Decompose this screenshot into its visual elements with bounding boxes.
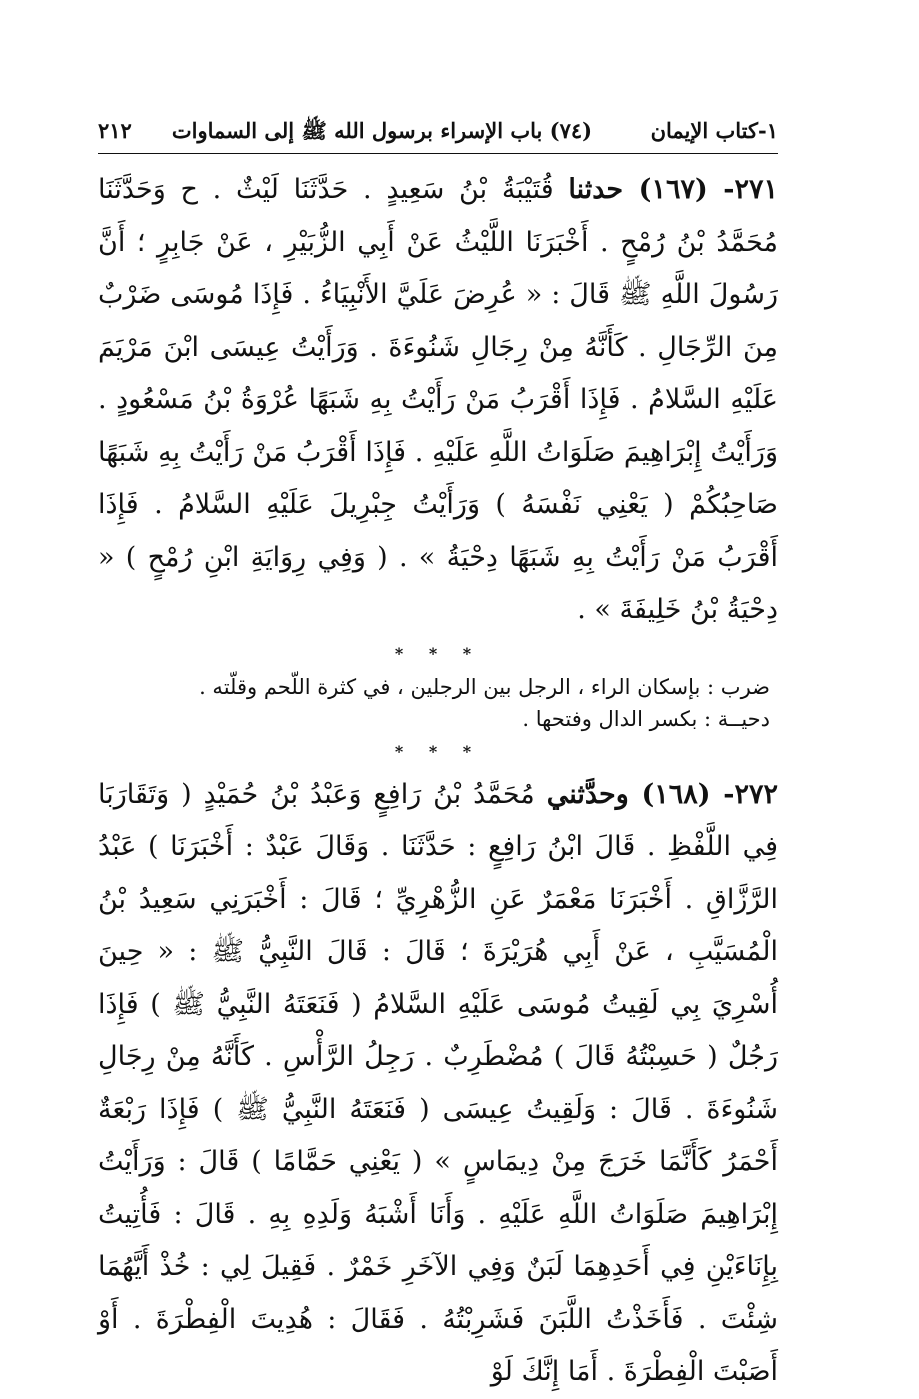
glossary-note: ضرب : بإسكان الراء ، الرجل بين الرجلين ، في كثرة اللّحم وقلّته . <box>199 674 770 699</box>
header-left-group <box>98 118 592 149</box>
glossary-notes <box>98 671 778 735</box>
hadith-271-text: قُتَيْبَةُ بْنُ سَعِيدٍ . حَدَّثَنَا لَيْثٌ . ح وَحَدَّثَنَا مُحَمَّدُ بْنُ رُمْحٍ . أَخْبَرَنَا اللَّيْثُ عَنْ أَبِي الزُّبَيْرِ ، عَنْ جَابِرٍ ؛ أَنَّ رَسُولَ اللَّهِ ﷺ قَالَ : « عُرِضَ عَلَيَّ الأَنْبِيَاءُ . فَإِذَا مُوسَى ضَرْبٌ مِنَ الرِّجَالِ . كَأَنَّهُ مِنْ رِجَالِ شَنُوءَةَ . وَرَأَيْتُ عِيسَى ابْنَ مَرْيَمَ عَلَيْهِ السَّلامُ . فَإِذَا أَقْرَبُ مَنْ رَأَيْتُ بِهِ شَبَهًا عُرْوَةُ بْنُ مَسْعُودٍ . وَرَأَيْتُ إِبْرَاهِيمَ صَلَوَاتُ اللَّهِ عَلَيْهِ . فَإِذَا أَقْرَبُ مَنْ رَأَيْتُ بِهِ شَبَهًا صَاحِبُكُمْ ( يَعْنِي نَفْسَهُ ) وَرَأَيْتُ جِبْرِيلَ عَلَيْهِ السَّلامُ . فَإِذَا أَقْرَبُ مَنْ رَأَيْتُ بِهِ شَبَهًا دِحْيَةُ » . ( وَفِي رِوَايَةِ ابْنِ رُمْحٍ ) « دِحْيَةُ بْنُ خَلِيفَةَ » . <box>98 174 778 625</box>
hadith-271 <box>98 164 778 637</box>
glossary-note: دحيــة : بكسر الدال وفتحها . <box>522 706 770 731</box>
hadith-272-number: ٢٧٢- (١٦٨) وحدَّثني <box>546 778 778 810</box>
book-title: ١-كتاب الإيمان <box>650 118 778 143</box>
section-separator: * * * <box>394 643 482 663</box>
page-number: ٢١٢ <box>98 118 132 143</box>
hadith-271-number: ٢٧١- (١٦٧) حدثنا <box>568 174 779 205</box>
running-header <box>98 118 778 154</box>
book-page <box>98 118 778 1399</box>
chapter-title: (٧٤) باب الإسراء برسول الله ﷺ إلى السماوات <box>171 118 593 143</box>
hadith-272-text: مُحَمَّدُ بْنُ رَافِعٍ وَعَبْدُ بْنُ حُمَيْدٍ ( وَتَقَارَبَا فِي اللَّفْظِ . قَالَ ابْنُ رَافِعٍ : حَدَّثَنَا . وَقَالَ عَبْدٌ : أَخْبَرَنَا ) عَبْدُ الرَّزَّاقِ . أَخْبَرَنَا مَعْمَرٌ عَنِ الزُّهْرِيِّ ؛ قَالَ : أَخْبَرَنِي سَعِيدُ بْنُ الْمُسَيَّبِ ، عَنْ أَبِي هُرَيْرَةَ ؛ قَالَ : قَالَ النَّبِيُّ ﷺ : « حِينَ أُسْرِيَ بِي لَقِيتُ مُوسَى عَلَيْهِ السَّلامُ ( فَنَعَتَهُ النَّبِيُّ ﷺ ) فَإِذَا رَجُلٌ ( حَسِبْتُهُ قَالَ ) مُضْطَرِبٌ . رَجِلُ الرَّأْسِ . كَأَنَّهُ مِنْ رِجَالِ شَنُوءَةَ . قَالَ : وَلَقِيتُ عِيسَى ( فَنَعَتَهُ النَّبِيُّ ﷺ ) فَإِذَا رَبْعَةٌ أَحْمَرُ كَأَنَّمَا خَرَجَ مِنْ دِيمَاسٍ » ( يَعْنِي حَمَّامًا ) قَالَ : وَرَأَيْتُ إِبْرَاهِيمَ صَلَوَاتُ اللَّهِ عَلَيْهِ . وَأَنَا أَشْبَهُ وَلَدِهِ بِهِ . قَالَ : فَأُتِيتُ بِإِنَاءَيْنِ فِي أَحَدِهِمَا لَبَنٌ وَفِي الآخَرِ خَمْرٌ . فَقِيلَ لِي : خُذْ أَيَّهُمَا شِئْتَ . فَأَخَذْتُ اللَّبَنَ فَشَرِبْتُهُ . فَقَالَ : هُدِيتَ الْفِطْرَةَ . أَوْ أَصَبْتَ الْفِطْرَةَ . أَمَا إِنَّكَ لَوْ <box>98 778 778 1387</box>
section-separator: * * * <box>394 741 482 761</box>
hadith-272 <box>98 769 778 1399</box>
